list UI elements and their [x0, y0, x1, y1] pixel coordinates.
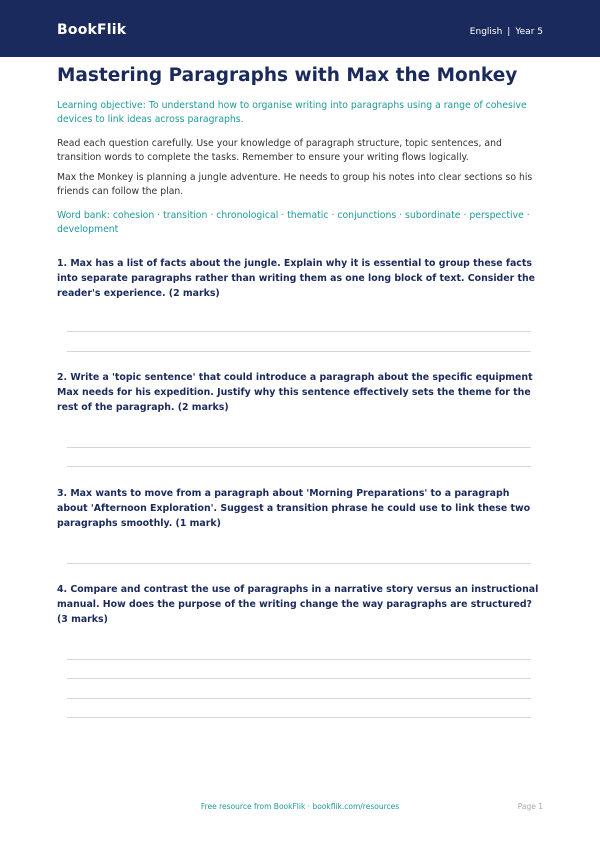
learning-objective: Learning objective: To understand how to organise writing into paragraphs using a range of cohesive devices to link ideas across paragraphs.: [57, 100, 527, 125]
footer-credit: Free resource from BookFlik · bookflik.com/resources: [200, 802, 400, 811]
scenario-text: Max the Monkey is planning a jungle adventure. He needs to group his notes into clear sections so his friends can follow the plan.: [57, 172, 533, 197]
separator: |: [507, 27, 511, 37]
answer-line[interactable]: [67, 351, 531, 352]
subject-label: English: [469, 27, 503, 37]
answer-line[interactable]: [67, 698, 531, 699]
answer-line[interactable]: [67, 331, 531, 332]
word-bank: Word bank: cohesion · transition · chronological · thematic · conjunctions · subordinate · perspective · development: [57, 210, 530, 235]
question-2: 2. Write a 'topic sentence' that could introduce a paragraph about the specific equipment Max needs for his expedition. Justify why this sentence effectively sets the theme for the rest of the paragraph. (2 marks): [57, 372, 533, 413]
answer-line[interactable]: [67, 717, 531, 718]
header-bar: [0, 0, 600, 57]
answer-line[interactable]: [67, 563, 531, 564]
year-label: Year 5: [515, 27, 543, 37]
answer-line[interactable]: [67, 447, 531, 448]
subject-year-label: [470, 27, 543, 37]
page-number: Page 1: [517, 802, 543, 811]
answer-line[interactable]: [67, 466, 531, 467]
instructions: Read each question carefully. Use your knowledge of paragraph structure, topic sentences, and transition words to complete the tasks. Remember to ensure your writing flows logically.: [57, 138, 502, 163]
question-3: 3. Max wants to move from a paragraph about 'Morning Preparations' to a paragraph about 'Afternoon Exploration'. Suggest a transition phrase he could use to link these two paragraphs smoothly. (1 mark): [57, 488, 531, 529]
question-4: 4. Compare and contrast the use of paragraphs in a narrative story versus an instructional manual. How does the purpose of the writing change the way paragraphs are structured? (3 marks): [57, 584, 539, 625]
brand-logo: BookFlik: [57, 22, 127, 38]
answer-line[interactable]: [67, 678, 531, 679]
answer-line[interactable]: [67, 659, 531, 660]
question-1: 1. Max has a list of facts about the jungle. Explain why it is essential to group these facts into separate paragraphs rather than writing them as one long block of text. Consider the reader's experience. (2 marks): [57, 258, 536, 299]
worksheet-title: Mastering Paragraphs with Max the Monkey: [57, 65, 518, 86]
